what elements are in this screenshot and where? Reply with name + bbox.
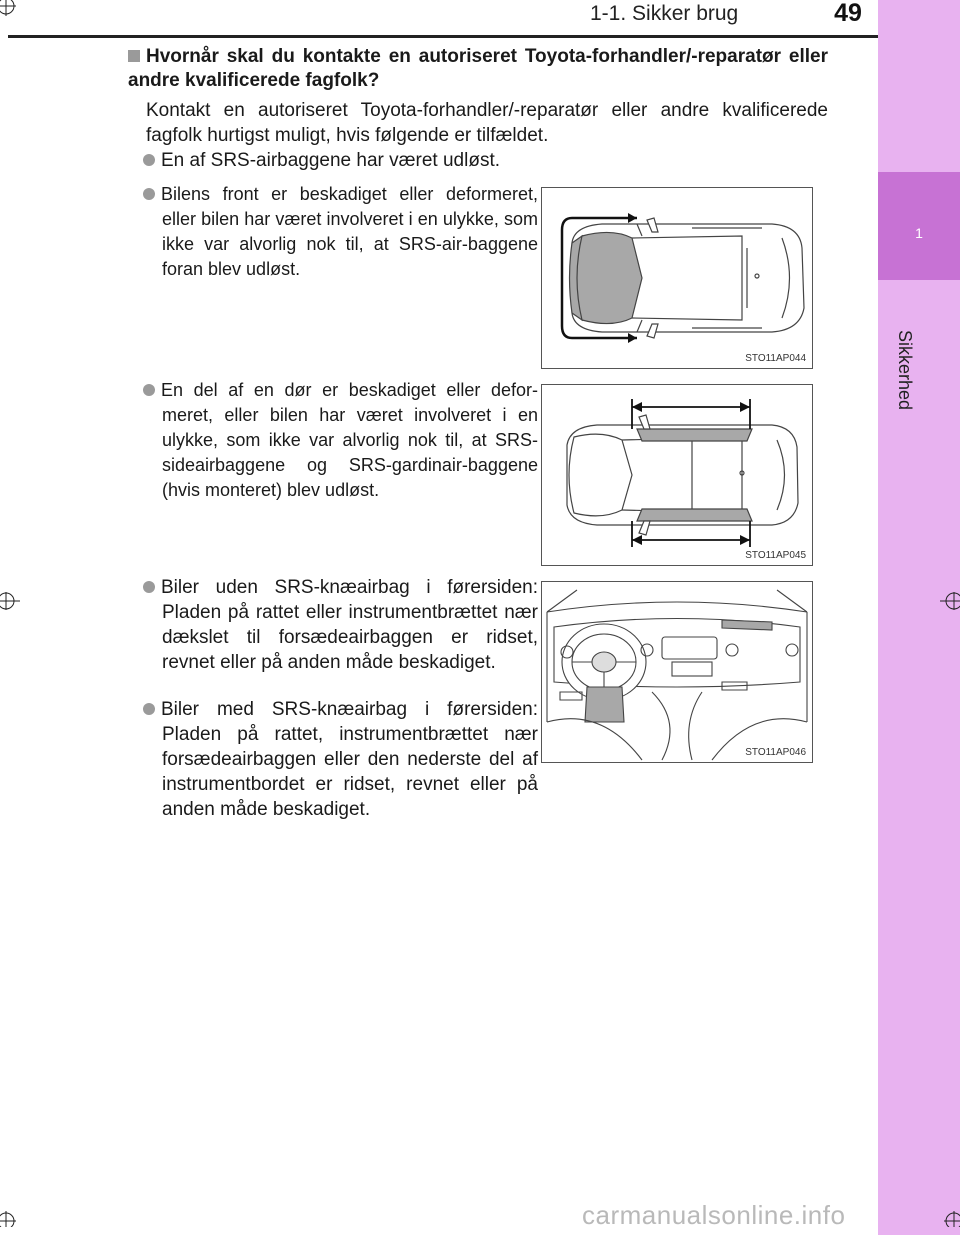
square-bullet-icon	[128, 50, 140, 62]
chapter-label: Sikkerhed	[895, 330, 915, 411]
crop-mark-icon	[938, 590, 960, 612]
list-item	[143, 378, 538, 503]
crop-mark-icon	[0, 590, 22, 612]
bullet-dot-icon	[143, 384, 155, 396]
list-item	[143, 697, 538, 822]
figure-code: STO11AP045	[745, 550, 806, 561]
bullet-dot-icon	[143, 154, 155, 166]
bullet-dot-icon	[143, 188, 155, 200]
intro-paragraph: Kontakt en autoriseret Toyota-forhandler/-reparatør eller andre kvalificerede fagfolk hurtigst muligt, hvis følgende er tilfældet.	[146, 100, 828, 146]
car-top-view-front-illustration	[542, 188, 812, 368]
bullet-text: En af SRS-airbaggene har været udløst.	[161, 150, 501, 171]
section-heading	[128, 45, 828, 93]
bullet-dot-icon	[143, 581, 155, 593]
bullet-text: Biler med SRS-knæairbag i førersiden: Pladen på rattet, instrumentbrættet nær forsædeairbaggen eller den nederste del af instrumentbordet er ridset, revnet eller på anden måde beskadiget.	[161, 699, 538, 820]
bullet-text: Biler uden SRS-knæairbag i førersiden: Pladen på rattet eller instrumentbrættet nær dækslet til forsædeairbaggen er ridset, revnet eller på anden måde beskadiget.	[161, 577, 538, 673]
car-top-view-side-illustration	[542, 385, 812, 565]
figure-side-damage	[541, 384, 813, 566]
figure-front-damage	[541, 187, 813, 369]
dashboard-illustration	[542, 582, 812, 762]
section-heading-text: Hvornår skal du kontakte en autoriseret Toyota-forhandler/-reparatør eller andre kvalificerede fagfolk?	[128, 46, 828, 91]
bullet-text: En del af en dør er beskadiget eller defor-meret, eller bilen har været involveret i en ulykke, som ikke var alvorlig nok til, at SRS-sideairbaggene og SRS-gardinair-baggene (hvis monteret) blev udløst.	[161, 380, 538, 500]
crop-mark-icon	[0, 0, 22, 22]
page-number: 49	[819, 0, 877, 26]
bullet-dot-icon	[143, 703, 155, 715]
list-item	[143, 148, 842, 173]
running-header: 1-1. Sikker brug	[590, 2, 739, 25]
list-item	[143, 182, 538, 282]
figure-dashboard	[541, 581, 813, 763]
figure-code: STO11AP044	[745, 353, 806, 364]
crop-mark-icon	[938, 1205, 960, 1227]
chapter-number: 1	[915, 225, 923, 241]
bullet-text: Bilens front er beskadiget eller deformeret, eller bilen har været involveret i en ulykke, som ikke var alvorlig nok til, at SRS-air-baggene foran blev udløst.	[161, 184, 538, 279]
list-item	[143, 575, 538, 675]
crop-mark-icon	[0, 1205, 22, 1227]
header-rule	[8, 35, 878, 38]
figure-code: STO11AP046	[745, 747, 806, 758]
watermark: carmanualsonline.info	[582, 1200, 846, 1230]
